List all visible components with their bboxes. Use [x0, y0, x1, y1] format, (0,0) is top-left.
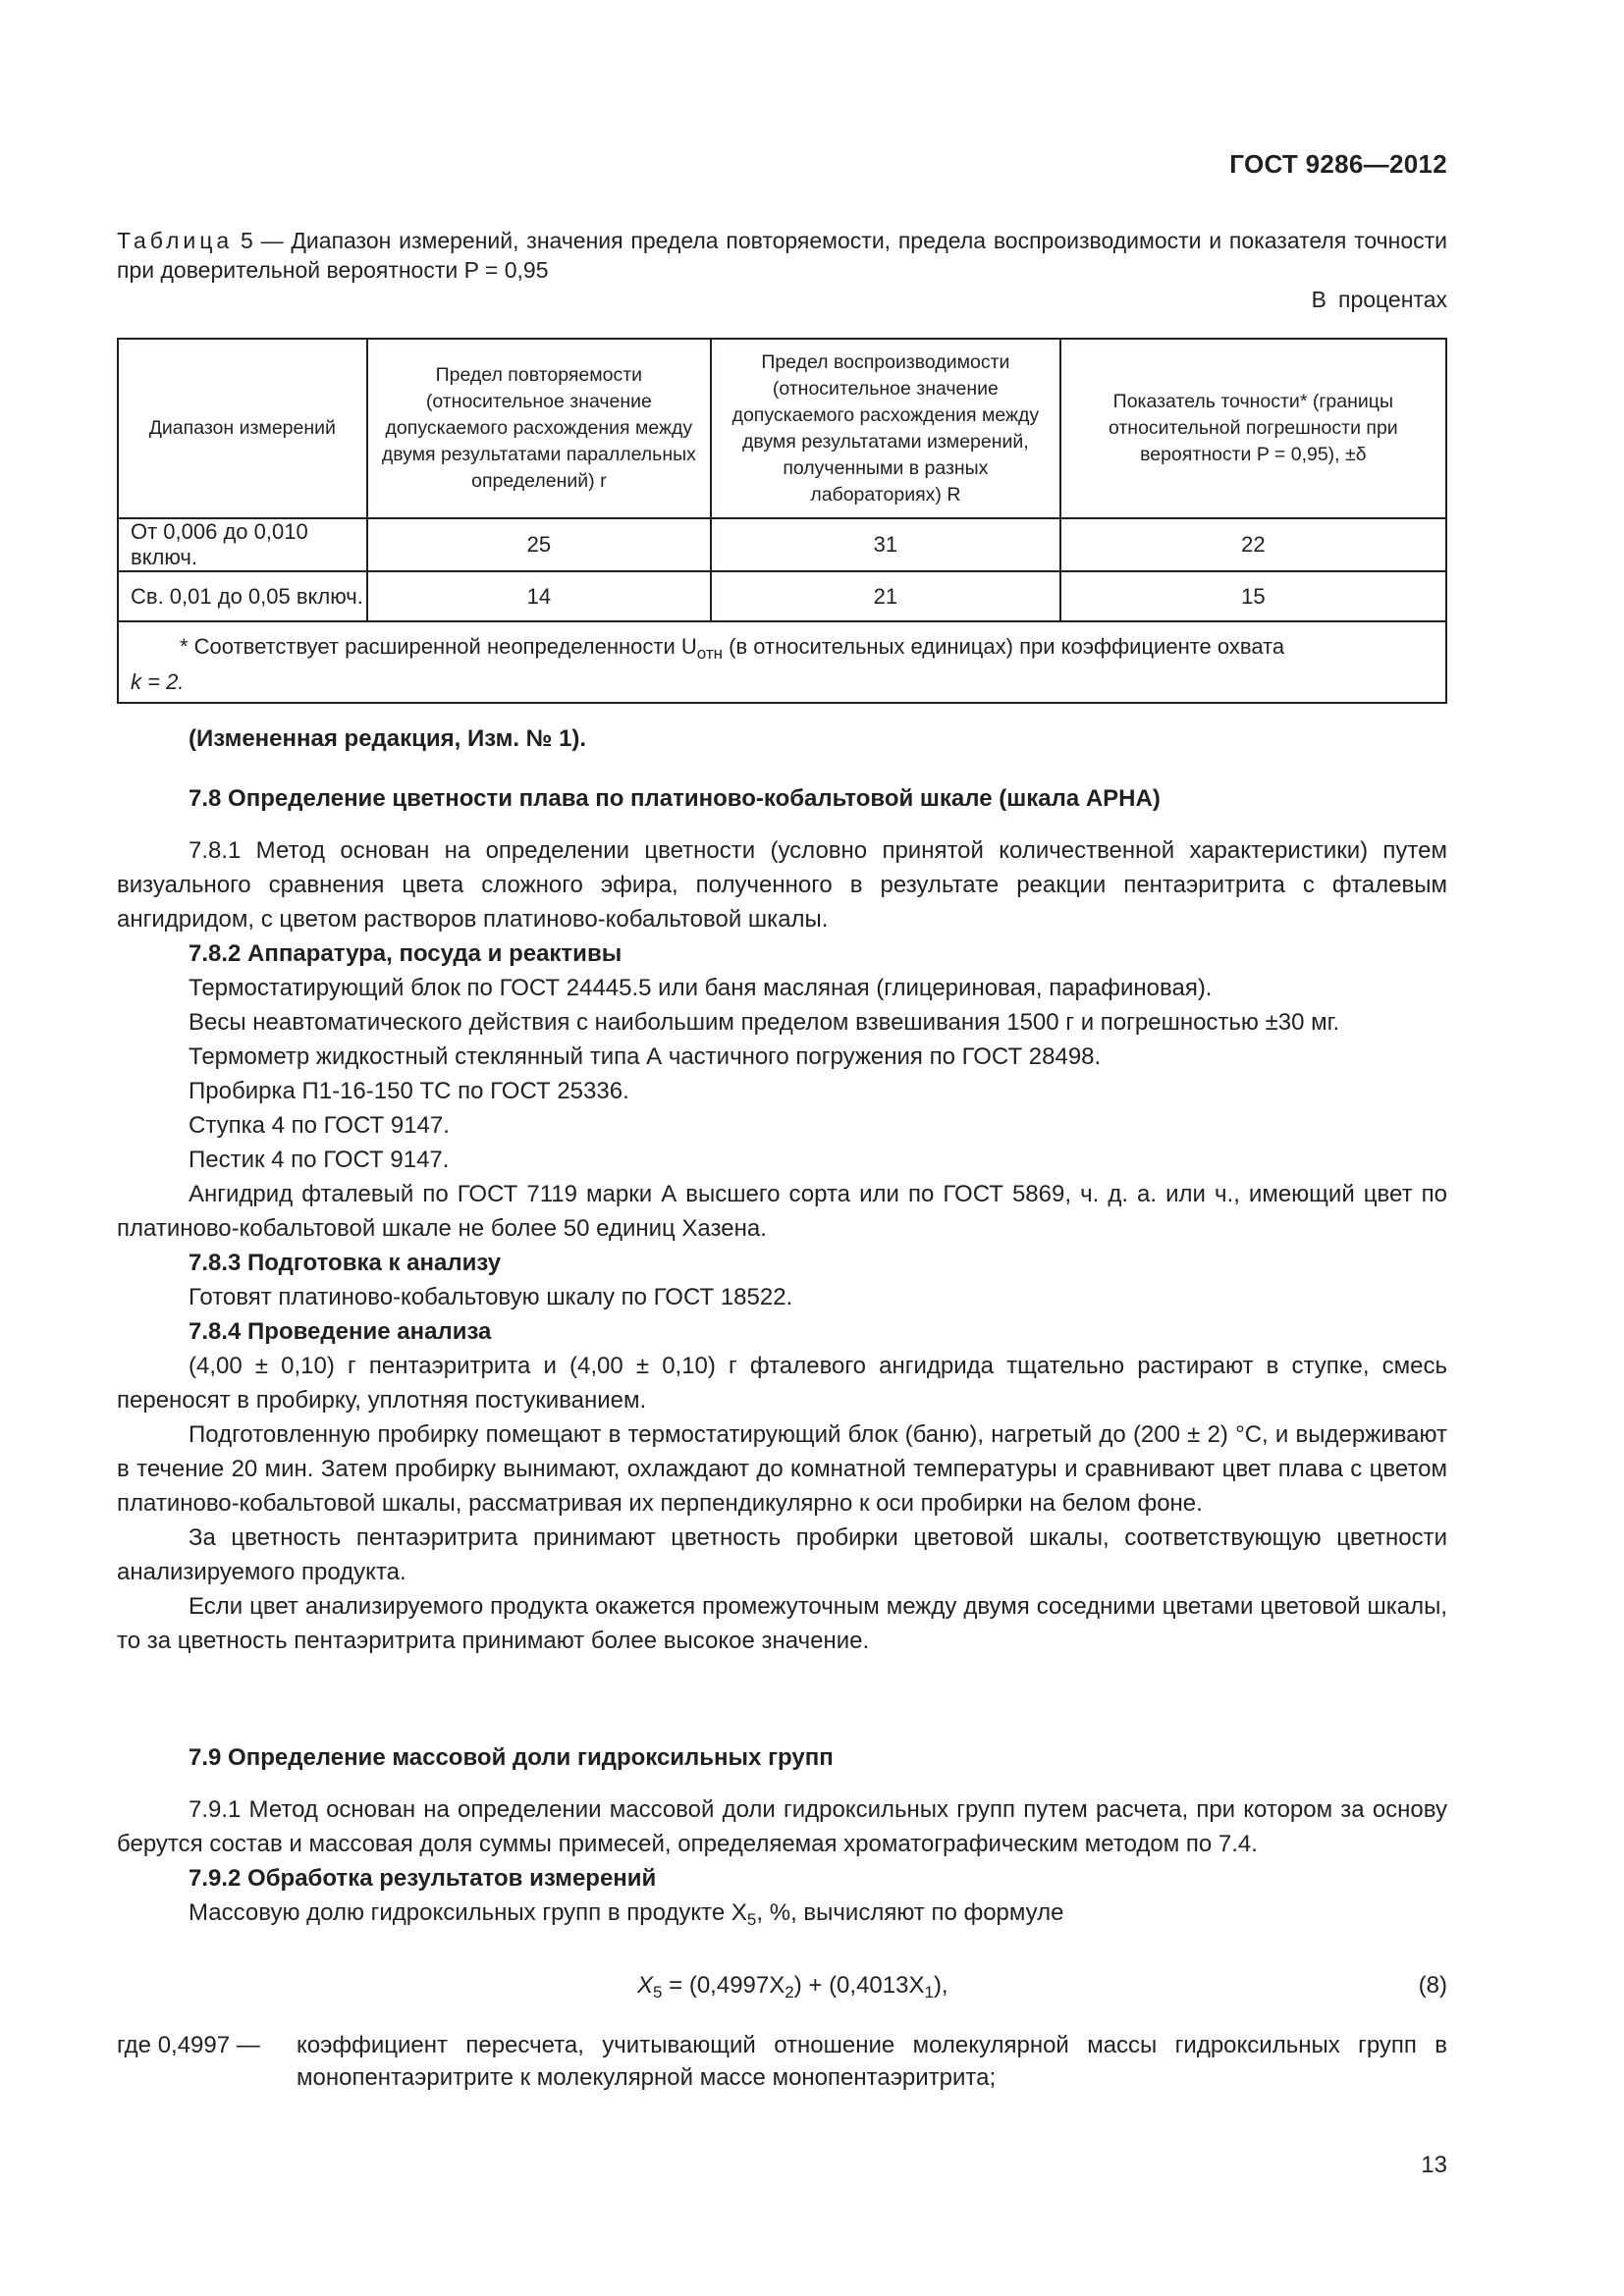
paragraph-7-8-1: 7.8.1 Метод основан на определении цветности (условно принятой количественной характеристики) путем визуального сравнения цвета сложного эфира, полученного в результате реакции пентаэритрита с фталевым ангидридом, с цветом растворов платиново-кобальтовой шкалы. [117, 837, 1447, 933]
table-5 [117, 338, 1447, 704]
list-item: Пестик 4 по ГОСТ 9147. [189, 1147, 450, 1173]
heading-7-8-2: 7.8.2 Аппаратура, посуда и реактивы [189, 940, 623, 967]
table-row [118, 571, 1446, 621]
list-item: Весы неавтоматического действия с наибольшим пределом взвешивания 1500 г и погрешностью ±30 мг. [189, 1009, 1340, 1036]
section-7-9-title: 7.9 Определение массовой доли гидроксильных групп [189, 1744, 834, 1771]
list-item: Термометр жидкостный стеклянный типа А частичного погружения по ГОСТ 28498. [189, 1043, 1102, 1070]
header-repeatability: Предел повторяемости (относительное значение допускаемого расхождения между двумя результатами параллельных определений) r [367, 339, 711, 518]
heading-7-8-4: 7.8.4 Проведение анализа [189, 1318, 492, 1345]
cell-range: От 0,006 до 0,010 включ. [118, 518, 367, 571]
paragraph-7-8-4b: Подготовленную пробирку помещают в термостатирующий блок (баню), нагретый до (200 ± 2) °С, и выдерживают в течение 20 мин. Затем пробирку вынимают, охлаждают до комнатной температуры и сравнивают цвет плава с цветом платиново-кобальтовой шкалы, рассматривая их перпендикулярно к оси пробирки на белом фоне. [117, 1421, 1447, 1517]
paragraph-7-9-1: 7.9.1 Метод основан на определении массовой доли гидроксильных групп путем расчета, при котором за основу берутся состав и массовая доля суммы примесей, определяемая хроматографическим методом по 7.4. [117, 1796, 1447, 1857]
list-item: Пробирка П1-16-150 ТС по ГОСТ 25336. [189, 1078, 629, 1104]
paragraph-7-9-2: Массовую долю гидроксильных групп в продукте $X_5$, %, вычисляют по формуле [189, 1899, 1064, 1929]
list-item: Ангидрид фталевый по ГОСТ 7119 марки А высшего сорта или по ГОСТ 5869, ч. д. а. или ч., имеющий цвет по платиново-кобальтовой шкале не более 50 единиц Хазена. [117, 1181, 1447, 1242]
formula-number: (8) [1418, 1972, 1447, 1999]
where-clause [117, 2029, 1447, 2094]
table-footnote-row [118, 621, 1446, 703]
cell-R: 31 [711, 518, 1060, 571]
header-reproducibility: Предел воспроизводимости (относительное значение допускаемого расхождения между двумя результатами измерений, полученными в разных лабораториях) R [711, 339, 1060, 518]
formula-expression: $X_5 = (0,4997X_2) + (0,4013X_1)$, [637, 1972, 948, 2002]
section-7-9-body [117, 1792, 1447, 1937]
table-row [118, 518, 1446, 571]
list-item: Термостатирующий блок по ГОСТ 24445.5 или баня масляная (глицериновая, парафиновая). [189, 975, 1213, 1001]
paragraph-7-8-3: Готовят платиново-кобальтовую шкалу по ГОСТ 18522. [189, 1284, 793, 1310]
table-unit-b: процентах [1337, 287, 1447, 312]
cell-r: 14 [367, 571, 711, 621]
cell-r: 25 [367, 518, 711, 571]
table-caption-word: Таблица [117, 228, 234, 253]
cell-range: Св. 0,01 до 0,05 включ. [118, 571, 367, 621]
table-header-row [118, 339, 1446, 518]
list-item: Ступка 4 по ГОСТ 9147. [189, 1112, 450, 1139]
paragraph-7-8-4d: Если цвет анализируемого продукта окажется промежуточным между двумя соседними цветами цветовой шкалы, то за цветность пентаэритрита принимают более высокое значение. [117, 1593, 1447, 1654]
cell-delta: 22 [1060, 518, 1446, 571]
table-caption-text: 5 — Диапазон измерений, значения предела повторяемости, предела воспроизводимости и показателя точности при доверительной вероятности P = 0,95 [117, 228, 1448, 283]
heading-7-8-3: 7.8.3 Подготовка к анализу [189, 1250, 502, 1276]
paragraph-7-8-4c: За цветность пентаэритрита принимают цветность пробирки цветовой шкалы, соответствующую цветности анализируемого продукта. [117, 1524, 1447, 1585]
table-unit [1080, 287, 1447, 313]
section-7-8-title: 7.8 Определение цветности плава по платиново-кобальтовой шкале (шкала APHA) [189, 785, 1161, 812]
table-caption [117, 226, 1447, 285]
cell-delta: 15 [1060, 571, 1446, 621]
cell-R: 21 [711, 571, 1060, 621]
page-number: 13 [1421, 2152, 1447, 2178]
table-unit-a: В [1311, 287, 1326, 312]
header-accuracy: Показатель точности* (границы относительной погрешности при вероятности P = 0,95), ±δ [1060, 339, 1446, 518]
heading-7-9-2: 7.9.2 Обработка результатов измерений [189, 1865, 657, 1892]
table-footnote: * Соответствует расширенной неопределенности $U_{отн}$ (в относительных единицах) при коэффициенте охвата k = 2. [118, 621, 1446, 703]
header-range: Диапазон измерений [118, 339, 367, 518]
document-code: ГОСТ 9286—2012 [1229, 149, 1447, 179]
where-definition: коэффициент пересчета, учитывающий отношение молекулярной массы гидроксильных групп в монопентаэритрите к молекулярной массе монопентаэритрита; [297, 2032, 1447, 2091]
paragraph-7-8-4a: (4,00 ± 0,10) г пентаэритрита и (4,00 ± 0,10) г фталевого ангидрида тщательно растирают в ступке, смесь переносят в пробирку, уплотняя постукиванием. [117, 1353, 1447, 1414]
where-term: где 0,4997 — [117, 2032, 260, 2058]
revision-note: (Измененная редакция, Изм. № 1). [189, 725, 587, 752]
section-7-8-body [117, 833, 1447, 1658]
